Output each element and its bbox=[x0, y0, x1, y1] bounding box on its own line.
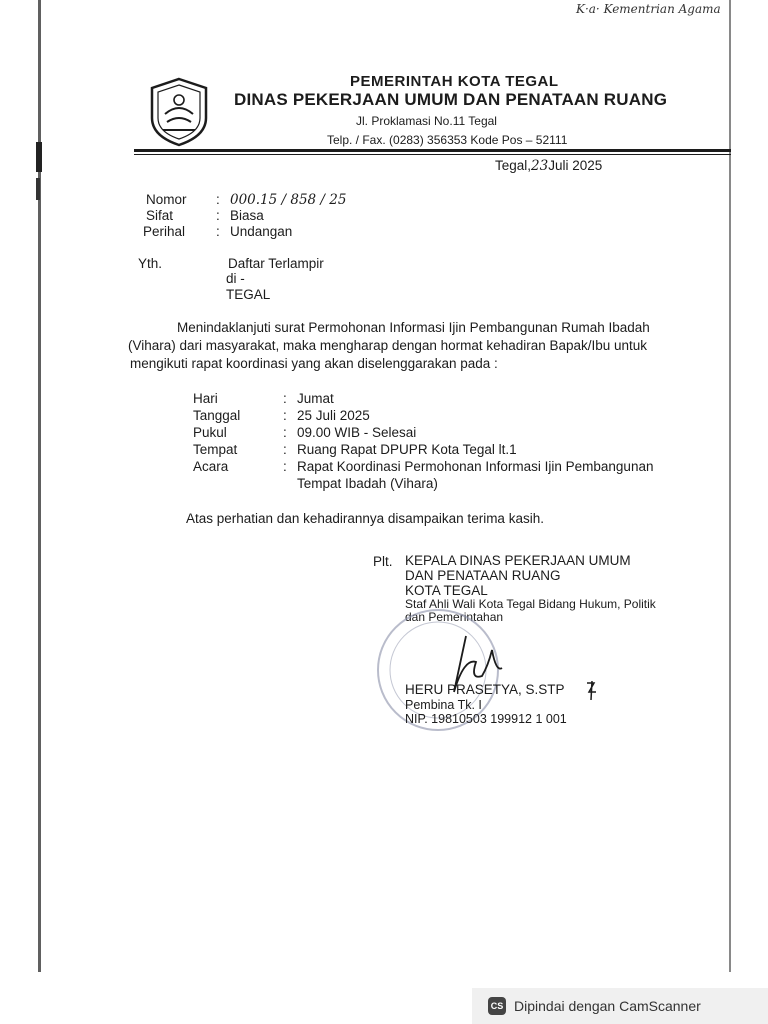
schedule-colon: : bbox=[283, 459, 287, 474]
recipient-line: Daftar Terlampir bbox=[228, 256, 324, 271]
tegal-emblem-icon bbox=[143, 76, 215, 148]
meta-value: Undangan bbox=[230, 224, 293, 239]
intro-line: Menindaklanjuti surat Permohonan Informasi Ijin Pembangunan Rumah Ibadah bbox=[177, 320, 650, 335]
camscanner-badge bbox=[472, 988, 768, 1024]
schedule-row bbox=[193, 391, 334, 406]
signature-title: DAN PENATAAN RUANG bbox=[405, 568, 561, 583]
date-prefix: Tegal, bbox=[495, 158, 532, 173]
signature-title: KEPALA DINAS PEKERJAAN UMUM bbox=[405, 553, 631, 568]
meta-colon: : bbox=[216, 224, 220, 239]
schedule-row bbox=[193, 459, 653, 474]
letterhead-address: Jl. Proklamasi No.11 Tegal bbox=[356, 114, 497, 128]
schedule-label: Tanggal bbox=[193, 408, 241, 423]
recipient-line: di - bbox=[226, 271, 245, 286]
schedule-row bbox=[193, 408, 370, 423]
reference-number-handwritten: 000.15 / 858 / 25 bbox=[230, 192, 347, 208]
camscanner-logo-icon: CS bbox=[488, 997, 506, 1015]
page-edge-right bbox=[729, 0, 731, 972]
schedule-value: 25 Juli 2025 bbox=[297, 408, 370, 423]
schedule-row bbox=[193, 442, 517, 457]
letterhead-government: PEMERINTAH KOTA TEGAL bbox=[350, 73, 559, 90]
letterhead-rule-thin bbox=[134, 154, 731, 155]
schedule-colon: : bbox=[283, 391, 287, 406]
recipient-yth: Yth. bbox=[138, 256, 163, 271]
date-rest: Juli 2025 bbox=[548, 158, 603, 173]
schedule-colon: : bbox=[283, 408, 287, 423]
handwritten-note: K·a· Kementrian Agama bbox=[576, 2, 721, 16]
meta-row bbox=[146, 208, 264, 223]
schedule-colon: : bbox=[283, 425, 287, 440]
meta-colon: : bbox=[216, 192, 220, 207]
meta-label: Perihal bbox=[143, 224, 186, 239]
signature-staff-role: dan Pemerintahan bbox=[405, 610, 504, 624]
schedule-label: Hari bbox=[193, 391, 218, 406]
binding-mark bbox=[36, 178, 40, 200]
schedule-value: 09.00 WIB - Selesai bbox=[297, 425, 417, 440]
letterhead-rule bbox=[134, 149, 731, 152]
signature-title: KOTA TEGAL bbox=[405, 583, 488, 598]
letterhead-agency: DINAS PEKERJAAN UMUM DAN PENATAAN RUANG bbox=[234, 90, 668, 109]
meta-label: Sifat bbox=[146, 208, 174, 223]
meta-row bbox=[143, 224, 292, 239]
schedule-row bbox=[193, 425, 416, 440]
intro-line: mengikuti rapat koordinasi yang akan diselenggarakan pada : bbox=[130, 356, 498, 371]
signatory-rank: Pembina Tk. I bbox=[405, 698, 482, 712]
letter-date bbox=[495, 158, 602, 174]
letterhead-contact: Telp. / Fax. (0283) 356353 Kode Pos – 52111 bbox=[327, 133, 568, 147]
schedule-continuation: Tempat Ibadah (Vihara) bbox=[297, 476, 438, 491]
signature-plt: Plt. bbox=[373, 554, 393, 569]
intro-line: (Vihara) dari masyarakat, maka mengharap dengan hormat kehadiran Bapak/Ibu untuk bbox=[128, 338, 648, 353]
signatory-name: HERU PRASETYA, S.STP bbox=[405, 682, 565, 697]
meta-row bbox=[146, 192, 346, 208]
schedule-value: Ruang Rapat DPUPR Kota Tegal lt.1 bbox=[297, 442, 517, 457]
recipient-line: TEGAL bbox=[226, 287, 271, 302]
signature-staff-role: Staf Ahli Wali Kota Tegal Bidang Hukum, Politik bbox=[405, 597, 656, 611]
schedule-label: Acara bbox=[193, 459, 229, 474]
date-day-handwritten: 23 bbox=[531, 158, 549, 174]
schedule-label: Tempat bbox=[193, 442, 238, 457]
meta-colon: : bbox=[216, 208, 220, 223]
meta-label: Nomor bbox=[146, 192, 187, 207]
schedule-label: Pukul bbox=[193, 425, 227, 440]
closing-text: Atas perhatian dan kehadirannya disampaikan terima kasih. bbox=[186, 511, 544, 526]
schedule-value: Jumat bbox=[297, 391, 334, 406]
schedule-colon: : bbox=[283, 442, 287, 457]
signatory-nip: NIP. 19810503 199912 1 001 bbox=[405, 712, 567, 726]
binding-mark bbox=[36, 142, 42, 172]
camscanner-text: Dipindai dengan CamScanner bbox=[514, 998, 701, 1014]
meta-value: Biasa bbox=[230, 208, 264, 223]
schedule-value: Rapat Koordinasi Permohonan Informasi Ijin Pembangunan bbox=[297, 459, 654, 474]
initial-mark-icon bbox=[584, 680, 600, 702]
